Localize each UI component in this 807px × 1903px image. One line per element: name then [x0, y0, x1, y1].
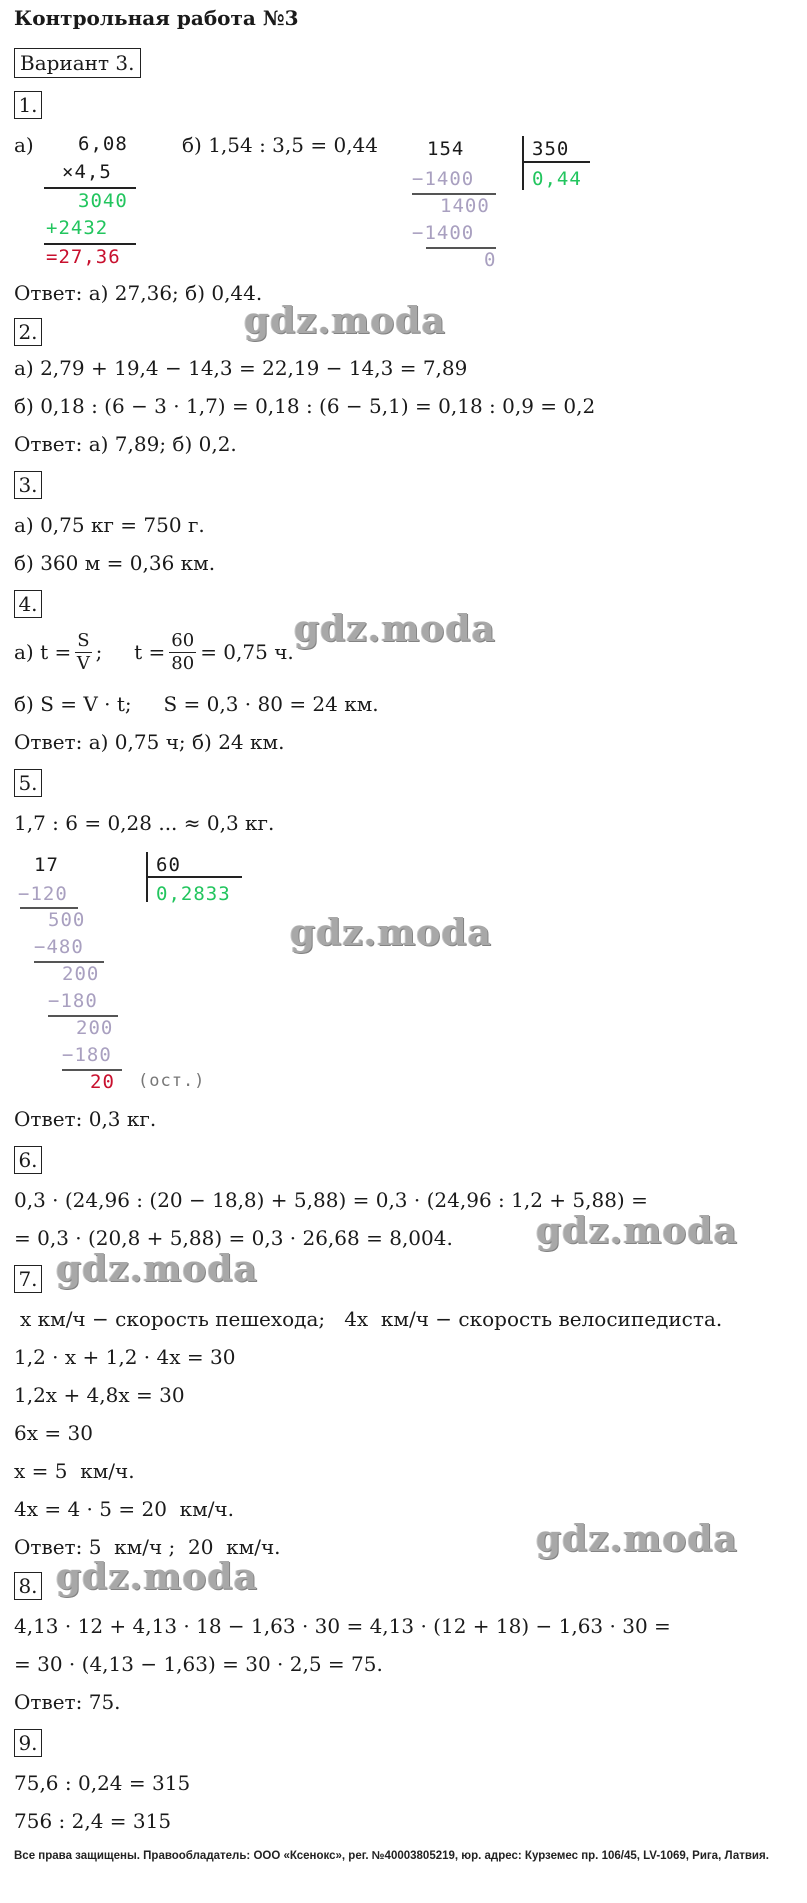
task4-a: [14, 624, 294, 680]
task4-a-mid: ; t =: [95, 640, 166, 664]
task5-answer: Ответ: 0,3 кг.: [14, 1107, 157, 1131]
task7-line1: x км/ч − скорость пешехода; 4x км/ч − скорость велосипедиста.: [20, 1307, 723, 1331]
task7-line5: x = 5 км/ч.: [14, 1459, 135, 1483]
task1-mul-line: [44, 187, 136, 189]
task7-answer: Ответ: 5 км/ч ; 20 км/ч.: [14, 1535, 281, 1559]
task5-div-rem3: 200: [76, 1017, 114, 1039]
task5-div-rem2: 200: [62, 963, 100, 985]
task3-a: а) 0,75 кг = 750 г.: [14, 513, 205, 537]
task1-b-equation: б) 1,54 : 3,5 = 0,44: [182, 133, 378, 157]
task1-div-divisor: 350: [532, 138, 570, 160]
task4-answer: Ответ: а) 0,75 ч; б) 24 км.: [14, 730, 285, 754]
task1-div-rem1: 1400: [440, 195, 490, 217]
task7-line4: 6x = 30: [14, 1421, 93, 1445]
task-number-3: 3.: [14, 471, 42, 499]
watermark: gdz.moda: [294, 608, 496, 650]
watermark: gdz.moda: [56, 1248, 258, 1290]
task1-div-quotient: 0,44: [532, 168, 582, 190]
task9-line1: 75,6 : 0,24 = 315: [14, 1771, 191, 1795]
task-number-9: 9.: [14, 1729, 42, 1757]
task7-line3: 1,2x + 4,8x = 30: [14, 1383, 185, 1407]
task1-div-vline: [522, 136, 524, 190]
task5-div-sub4: −180: [62, 1044, 112, 1066]
task5-div-sub3: −180: [48, 990, 98, 1012]
task7-line2: 1,2 · x + 1,2 · 4x = 30: [14, 1345, 236, 1369]
task5-remainder-note: (ост.): [138, 1071, 206, 1091]
task4-frac1-num: S: [77, 629, 90, 651]
watermark: gdz.moda: [290, 912, 492, 954]
task5-div-sub2: −480: [34, 936, 84, 958]
task1-mul-factor: ×4,5: [62, 161, 112, 183]
task8-line2: = 30 · (4,13 − 1,63) = 30 · 2,5 = 75.: [14, 1652, 383, 1676]
task5-div-dividend: 17: [34, 854, 59, 876]
watermark: gdz.moda: [536, 1210, 738, 1252]
task1-mul-partial2: +2432: [46, 217, 109, 239]
task5-div-quotient: 0,2833: [156, 883, 231, 905]
task5-div-divisor: 60: [156, 854, 181, 876]
task1-div-sub2: −1400: [412, 222, 475, 244]
task2-b: б) 0,18 : (6 − 3 · 1,7) = 0,18 : (6 − 5,1) = 0,18 : 0,9 = 0,2: [14, 394, 596, 418]
task-number-8: 8.: [14, 1572, 42, 1600]
task4-b: б) S = V · t; S = 0,3 · 80 = 24 км.: [14, 692, 379, 716]
task9-line2: 756 : 2,4 = 315: [14, 1809, 172, 1833]
task8-line1: 4,13 · 12 + 4,13 · 18 − 1,63 · 30 = 4,13 · (12 + 18) − 1,63 · 30 =: [14, 1614, 671, 1638]
task-number-6: 6.: [14, 1146, 42, 1174]
task-number-5: 5.: [14, 769, 42, 797]
task1-mul-top: 6,08: [78, 133, 128, 155]
task1-div-hline: [524, 161, 590, 163]
task3-b: б) 360 м = 0,36 км.: [14, 551, 216, 575]
page-title: Контрольная работа №3: [14, 6, 299, 30]
task5-div-remainder: 20: [90, 1071, 115, 1093]
task1-div-rem2: 0: [484, 249, 497, 271]
task2-answer: Ответ: а) 7,89; б) 0,2.: [14, 432, 237, 456]
task-number-1: 1.: [14, 91, 42, 119]
task4-a-prefix: а) t =: [14, 640, 72, 664]
task1-a-label: а): [14, 133, 34, 157]
task1-div-dividend: 154: [427, 138, 465, 160]
task7-line6: 4x = 4 · 5 = 20 км/ч.: [14, 1497, 235, 1521]
task5-line: 1,7 : 6 = 0,28 ... ≈ 0,3 кг.: [14, 811, 275, 835]
task4-frac2-num: 60: [171, 629, 195, 651]
task6-line2: = 0,3 · (20,8 + 5,88) = 0,3 · 26,68 = 8,004.: [14, 1226, 453, 1250]
task-number-4: 4.: [14, 590, 42, 618]
watermark: gdz.moda: [536, 1518, 738, 1560]
task4-fraction2: [169, 630, 196, 675]
task2-a: а) 2,79 + 19,4 − 14,3 = 22,19 − 14,3 = 7,89: [14, 356, 468, 380]
task1-answer: Ответ: а) 27,36; б) 0,44.: [14, 281, 263, 305]
task4-fraction1: [75, 630, 91, 675]
task5-div-hline: [148, 876, 242, 878]
variant-label: Вариант 3.: [14, 48, 141, 78]
task8-answer: Ответ: 75.: [14, 1690, 121, 1714]
task5-div-sub1: −120: [18, 883, 68, 905]
task4-frac1-den: V: [76, 652, 90, 674]
watermark: gdz.moda: [56, 1556, 258, 1598]
task4-frac2-den: 80: [171, 652, 195, 674]
task1-mul-partial1: 3040: [78, 190, 128, 212]
task6-line1: 0,3 · (24,96 : (20 − 18,8) + 5,88) = 0,3 · (24,96 : 1,2 + 5,88) =: [14, 1188, 648, 1212]
task1-div-sub1: −1400: [412, 168, 475, 190]
task4-a-end: = 0,75 ч.: [200, 640, 294, 664]
task-number-7: 7.: [14, 1265, 42, 1293]
task1-mul-line2: [44, 243, 136, 245]
task5-div-rem1: 500: [48, 909, 86, 931]
watermark: gdz.moda: [244, 300, 446, 342]
task-number-2: 2.: [14, 318, 42, 346]
task1-mul-result: =27,36: [46, 246, 121, 268]
copyright-footer: Все права защищены. Правообладатель: ООО «Ксенокс», рег. №40003805219, юр. адрес: Курземес пр. 106/45, LV-1069, Рига, Латвия.: [14, 1850, 769, 1862]
